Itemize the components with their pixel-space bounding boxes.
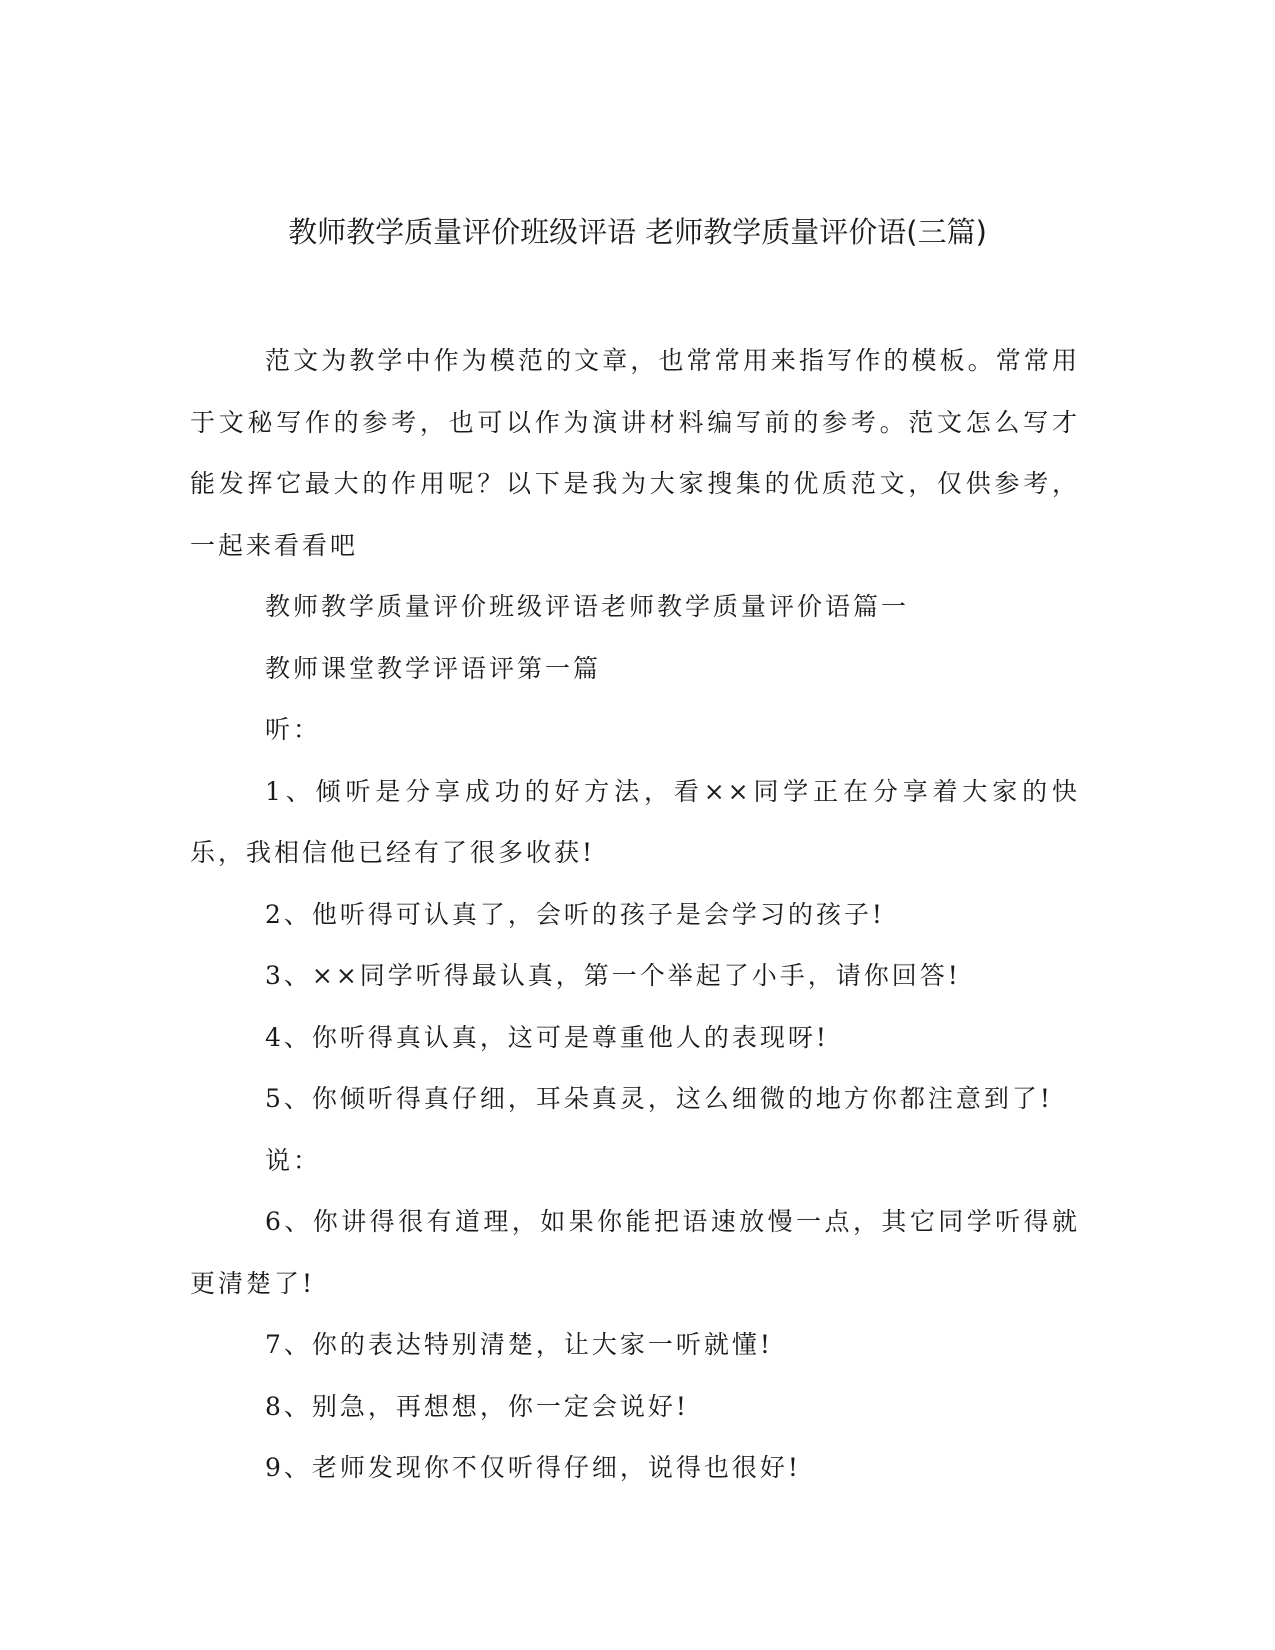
paragraph-item-9: 9、老师发现你不仅听得仔细，说得也很好! bbox=[265, 1453, 801, 1482]
paragraph-section-heading: 教师教学质量评价班级评语老师教学质量评价语篇一 bbox=[265, 592, 910, 621]
paragraph-item-7: 7、你的表达特别清楚，让大家一听就懂! bbox=[265, 1330, 773, 1359]
paragraph-item-8: 8、别急，再想想，你一定会说好! bbox=[265, 1391, 689, 1421]
paragraph-item-3: 3、××同学听得最认真，第一个举起了小手，请你回答! bbox=[265, 961, 961, 990]
paragraph-item-4: 4、你听得真认真，这可是尊重他人的表现呀! bbox=[265, 1022, 829, 1052]
paragraph-listen-label: 听： bbox=[265, 715, 322, 744]
paragraph-item-1: 1、倾听是分享成功的好方法，看××同学正在分享着大家的快乐，我相信他已经有了很多收获! bbox=[190, 776, 1080, 867]
paragraph-item-2: 2、他听得可认真了，会听的孩子是会学习的孩子! bbox=[265, 899, 885, 929]
paragraph-speak-label: 说： bbox=[265, 1145, 322, 1175]
paragraph-intro: 范文为教学中作为模范的文章，也常常用来指写作的模板。常常用于文秘写作的参考，也可以作为演讲材料编写前的参考。范文怎么写才能发挥它最大的作用呢？以下是我为大家搜集的优质范文，仅供参考，一起来看看吧 bbox=[190, 346, 1080, 560]
paragraph-item-6: 6、你讲得很有道理，如果你能把语速放慢一点，其它同学听得就更清楚了! bbox=[190, 1207, 1080, 1298]
paragraph-item-5: 5、你倾听得真仔细，耳朵真灵，这么细微的地方你都注意到了! bbox=[265, 1084, 1053, 1113]
document-body bbox=[190, 330, 1080, 1499]
document-title: 教师教学质量评价班级评语 老师教学质量评价语(三篇) bbox=[288, 215, 987, 249]
paragraph-subheading: 教师课堂教学评语评第一篇 bbox=[265, 653, 602, 683]
